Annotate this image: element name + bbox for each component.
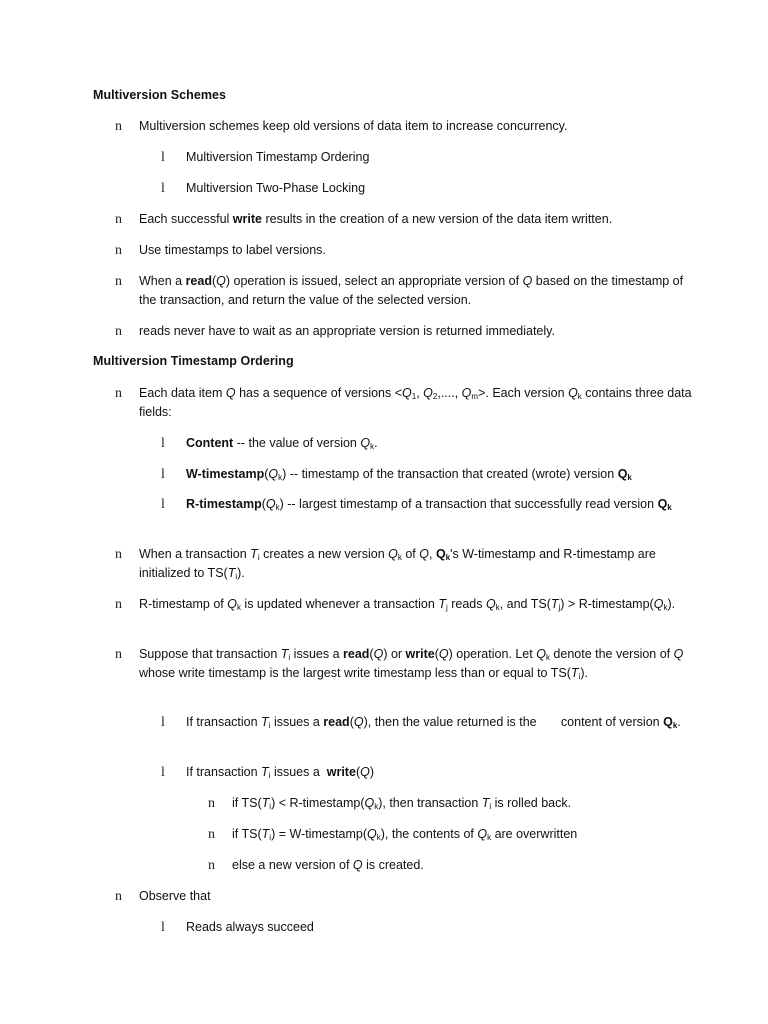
item-text: Multiversion schemes keep old versions of data item to increase concurrency. [139, 119, 568, 133]
item-text: R-timestamp of $Q_k$ is updated whenever a transaction $T_j$ reads $Q_k$, and $TS(T_j)$ > $R-timestamp(Q_k)$. [139, 597, 676, 612]
item-text: Multiversion Two-Phase Locking [186, 181, 366, 195]
bullet-icon: n [115, 386, 122, 401]
bullet-icon: l [161, 467, 165, 482]
item-text: Reads always succeed [186, 920, 314, 934]
bullet-icon: n [115, 243, 122, 258]
bullet-icon: l [161, 436, 165, 451]
item-text: Suppose that transaction $T_i$ issues a read(Q) or write(Q) operation. Let $Q_k$ denote the version of Q whose write timestamp is the largest write timestamp less than or equal to $TS(T_i)$. [139, 647, 684, 681]
bullet-icon: n [115, 647, 122, 662]
bullet-icon: n [115, 889, 122, 904]
bullet-icon: n [208, 858, 215, 873]
bullet-icon: n [115, 547, 122, 562]
bullet-icon: l [161, 920, 165, 935]
bullet-icon: l [161, 181, 165, 196]
bullet-icon: n [115, 212, 122, 227]
item-text: Multiversion Timestamp Ordering [186, 150, 370, 164]
bullet-icon: l [161, 497, 165, 512]
item-text: If transaction $T_i$ issues a read(Q), then the value returned is the content of version $Q_k$. [186, 715, 681, 730]
item-text: When a read(Q) operation is issued, select an appropriate version of Q based on the timestamp of the transaction, and return the value of the selected version. [139, 274, 684, 307]
item-text: if $TS(T_i)$ = $W-timestamp(Q_k)$, the contents of $Q_k$ are overwritten [232, 827, 578, 842]
item-text: if $TS(T_i)$ < $R-timestamp(Q_k)$, then transaction $T_i$ is rolled back. [232, 796, 572, 811]
item-text: When a transaction $T_i$ creates a new version $Q_k$ of Q, $Q_k's$ W-timestamp and R-timestamp are initialized to $TS(T_i)$. [139, 547, 656, 581]
bullet-icon: n [115, 324, 122, 339]
bullet-icon: n [115, 597, 122, 612]
item-text: Use timestamps to label versions. [139, 243, 326, 257]
item-text: If transaction $T_i$ issues a write(Q) [186, 765, 375, 780]
item-text: else a new version of Q is created. [232, 858, 424, 872]
bullet-icon: l [161, 715, 165, 730]
item-text: Content -- the value of version $Q_k$. [186, 436, 378, 451]
bullet-icon: l [161, 150, 165, 165]
item-text: $R-timestamp(Q_k)$ -- largest timestamp of a transaction that successfully read version $Q_k$ [186, 497, 672, 512]
item-text: Observe that [139, 889, 211, 903]
bullet-icon: n [208, 796, 215, 811]
bullet-icon: n [115, 274, 122, 289]
item-text: $W-timestamp(Q_k)$ -- timestamp of the transaction that created (wrote) version $Q_k$ [186, 467, 632, 482]
item-text: Each data item Q has a sequence of versions $<Q_1$, $Q_2$,...., $Q_m>$. Each version $Q_k$ contains three data fields: [139, 386, 692, 419]
heading-multiversion-schemes: Multiversion Schemes [93, 88, 226, 102]
bullet-icon: l [161, 765, 165, 780]
heading-multiversion-timestamp-ordering: Multiversion Timestamp Ordering [93, 354, 294, 368]
item-text: reads never have to wait as an appropriate version is returned immediately. [139, 324, 555, 338]
bullet-icon: n [115, 119, 122, 134]
item-text: Each successful write results in the creation of a new version of the data item written. [139, 212, 613, 226]
bullet-icon: n [208, 827, 215, 842]
